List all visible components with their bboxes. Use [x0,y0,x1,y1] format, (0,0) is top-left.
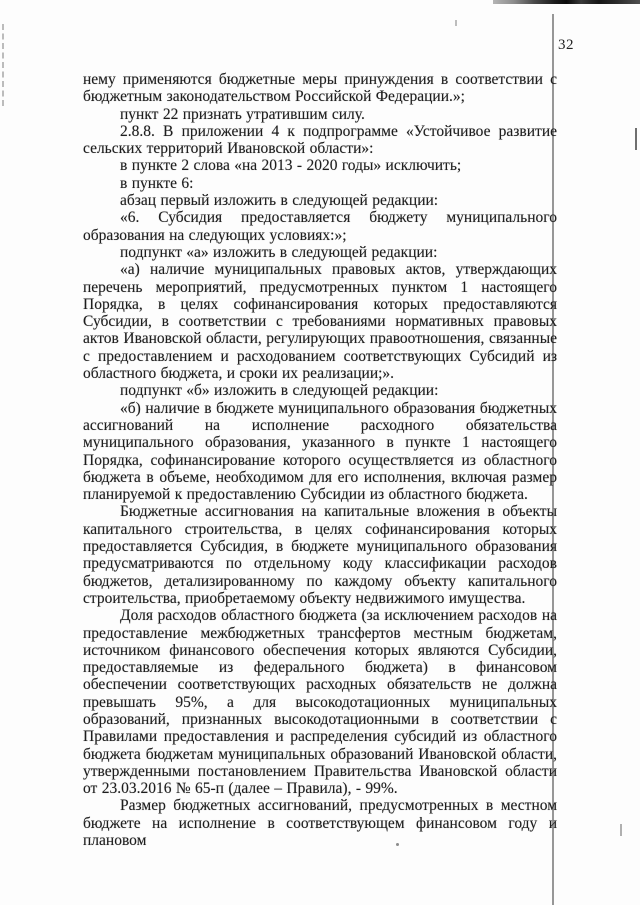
paragraph: Размер бюджетных ассигнований, предусмотренных в местном бюджете на исполнение в соответствующем финансовом году и плановом [83,797,557,850]
scan-tick-artifact [620,824,622,836]
page-number: 32 [558,37,574,53]
paragraph: пункт 22 признать утратившим силу. [120,105,365,123]
paragraph: 2.8.8. В приложении 4 к подпрограмме «Устойчивое развитие сельских территорий Ивановской области»: [83,122,557,158]
paragraph: Бюджетные ассигнования на капитальные вложения в объекты капитального строительства, в целях софинансирования которых предоставляется Субсидия, в бюджете муниципального образования предусматриваются по отдельному коду классификации расходов бюджетов, детализированному по каждому объекту капитального строительства, приобретаемому объекту недвижимого имущества. [83,503,557,607]
paragraph: абзац первый изложить в следующей редакции: [120,192,439,210]
scan-tick-artifact [635,128,637,150]
paragraph: в пункте 2 слова «на 2013 - 2020 годы» исключить; [120,157,462,175]
paragraph: «б) наличие в бюджете муниципального образования бюджетных ассигнований на исполнение расходного обязательства муниципального образования, указанного в пункте 1 настоящего Порядка, софинансирование которого осуществляется из областного бюджета в объеме, необходимом для его исполнения, включая размер планируемой к предоставлению Субсидии из областного бюджета. [83,399,557,504]
paragraph: «а) наличие муниципальных правовых актов, утверждающих перечень мероприятий, предусмотренных пунктом 1 настоящего Порядка, в целях софинансирования которых предоставляются Субсидии, в соответствии с требованиями нормативных правовых актов Ивановской области, регулирующих правоотношения, связанные с предоставлением и расходованием соответствующих Субсидий из областного бюджета, и сроки их реализации;». [83,261,557,383]
paragraph: Доля расходов областного бюджета (за исключением расходов на предоставление межбюджетных трансфертов местным бюджетам, источником финансового обеспечения которых являются Субсидии, предоставляемые из федерального бюджета) в финансовом обеспечении соответствующих расходных обязательств не должна превышать 95%, а для высокодотационных муниципальных образований, признанных высокодотационными в соответствии с Правилами предоставления и распределения субсидий из областного бюджета бюджетам муниципальных образований Ивановской области, утвержденными постановлением Правительства Ивановской области от 23.03.2016 № 65-п (далее – Правила), - 99%. [83,607,557,798]
paragraph: подпункт «а» изложить в следующей редакции: [120,243,438,261]
paragraph: нему применяются бюджетные меры принуждения в соответствии с бюджетным законодательством Российской Федерации.»; [83,71,557,106]
paragraph: в пункте 6: [120,174,194,192]
scan-left-dash-artifact [2,24,4,106]
scan-speck-artifact [455,20,457,26]
document-body [83,71,557,849]
paragraph: подпункт «б» изложить в следующей редакции: [120,382,439,400]
paragraph: «6. Субсидия предоставляется бюджету муниципального образования на следующих условиях:»; [83,209,557,244]
scan-top-edge-artifact [493,0,640,4]
